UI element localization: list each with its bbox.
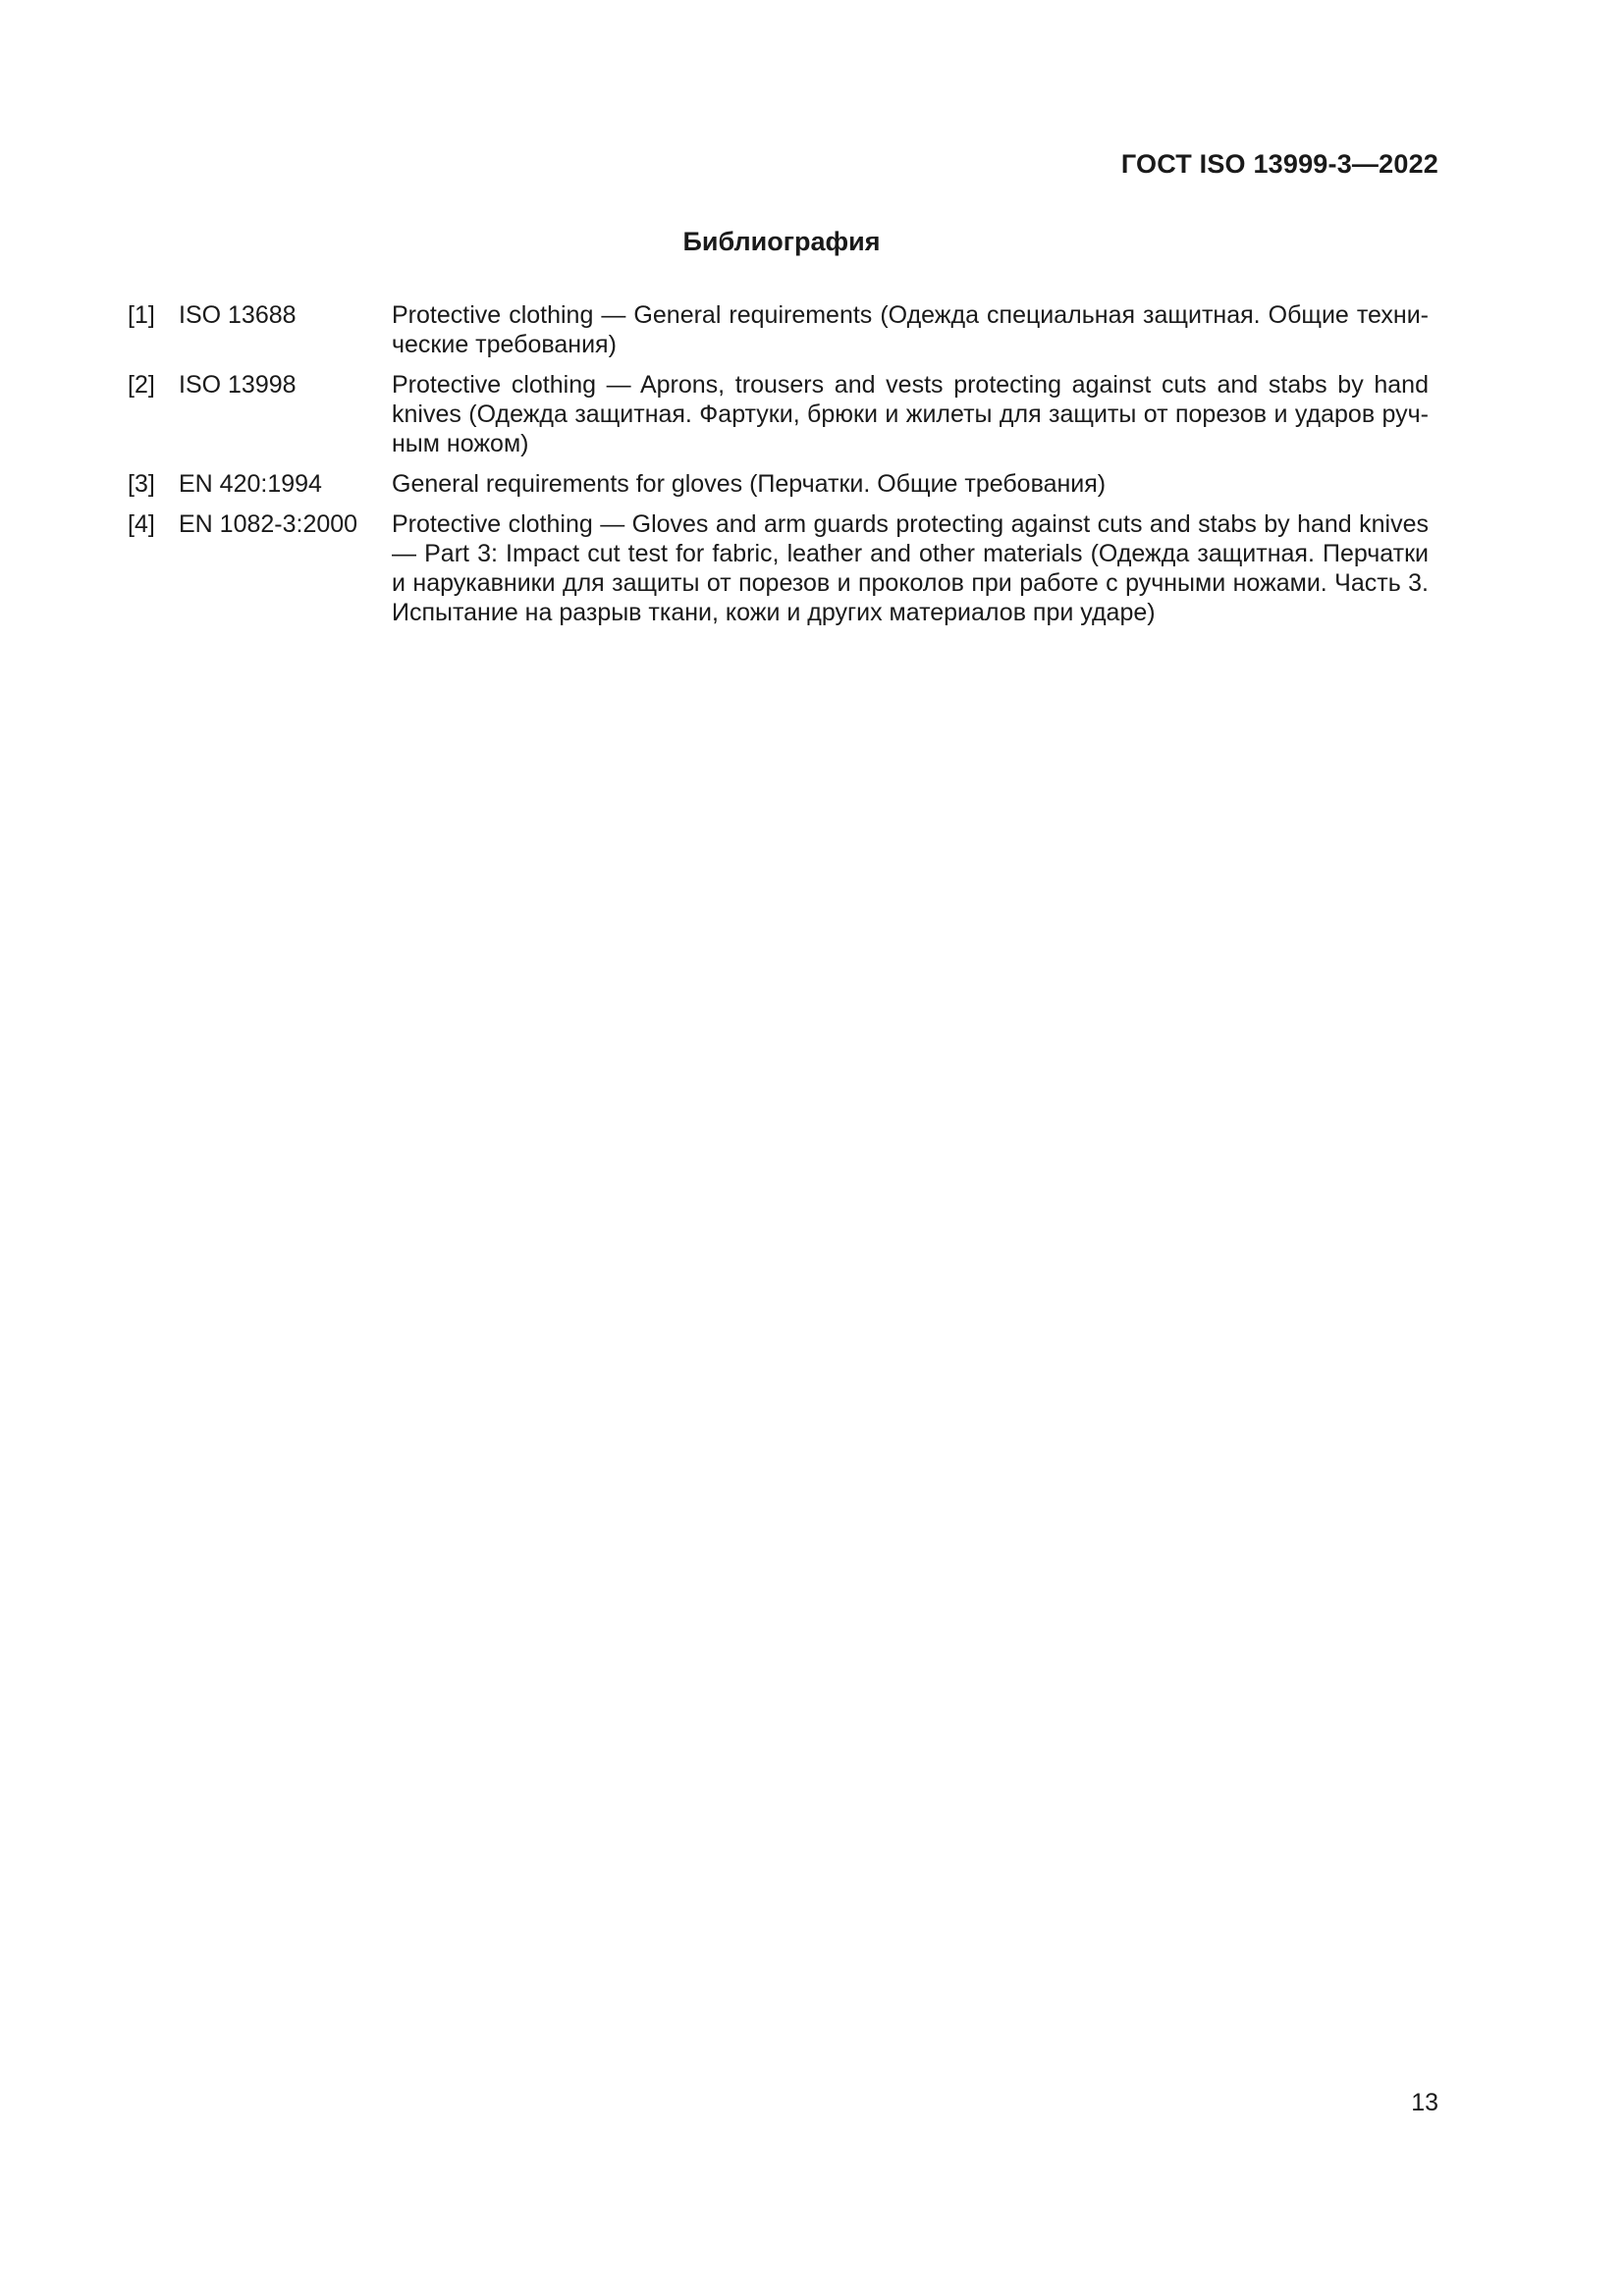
- entry-number: [2]: [128, 371, 155, 399]
- bibliography-entry-3: [128, 469, 1429, 499]
- bibliography-entry-2: [128, 370, 1429, 458]
- entry-description: Protective clothing — Gloves and arm guards protecting against cuts and stabs by hand knives — Part 3: Impact cut test for fabric, leather and other materials (Одежда защитная. Перчатки и нарукавники для защиты от порезов и проколов при работе с ручными ножами. Часть 3. Испытание на разрыв ткани, кожи и других материалов при ударе): [392, 510, 1429, 626]
- document-id-header: ГОСТ ISO 13999-3—2022: [1120, 149, 1438, 179]
- entry-number: [4]: [128, 510, 155, 538]
- entry-standard-code: ISO 13688: [179, 301, 297, 329]
- entry-standard-code: EN 420:1994: [179, 470, 322, 498]
- entry-description: Protective clothing — Aprons, trousers and vests protecting against cuts and stabs by hand knives (Одежда защитная. Фартуки, брюки и жилеты для защиты от порезов и ударов ручным ножом): [392, 371, 1429, 457]
- entry-number: [3]: [128, 470, 155, 498]
- entry-standard-code: EN 1082-3:2000: [179, 510, 358, 538]
- entry-standard-code: ISO 13998: [179, 371, 297, 399]
- bibliography-list: [128, 300, 1429, 638]
- bibliography-entry-1: [128, 300, 1429, 359]
- entry-description: General requirements for gloves (Перчатки. Общие требования): [392, 470, 1107, 498]
- section-title: Библиография: [682, 227, 881, 256]
- entry-number: [1]: [128, 301, 155, 329]
- entry-description: Protective clothing — General requirements (Одежда специальная защитная. Общие технические требования): [392, 301, 1429, 358]
- page-number: 13: [1411, 2089, 1438, 2116]
- bibliography-entry-4: [128, 509, 1429, 627]
